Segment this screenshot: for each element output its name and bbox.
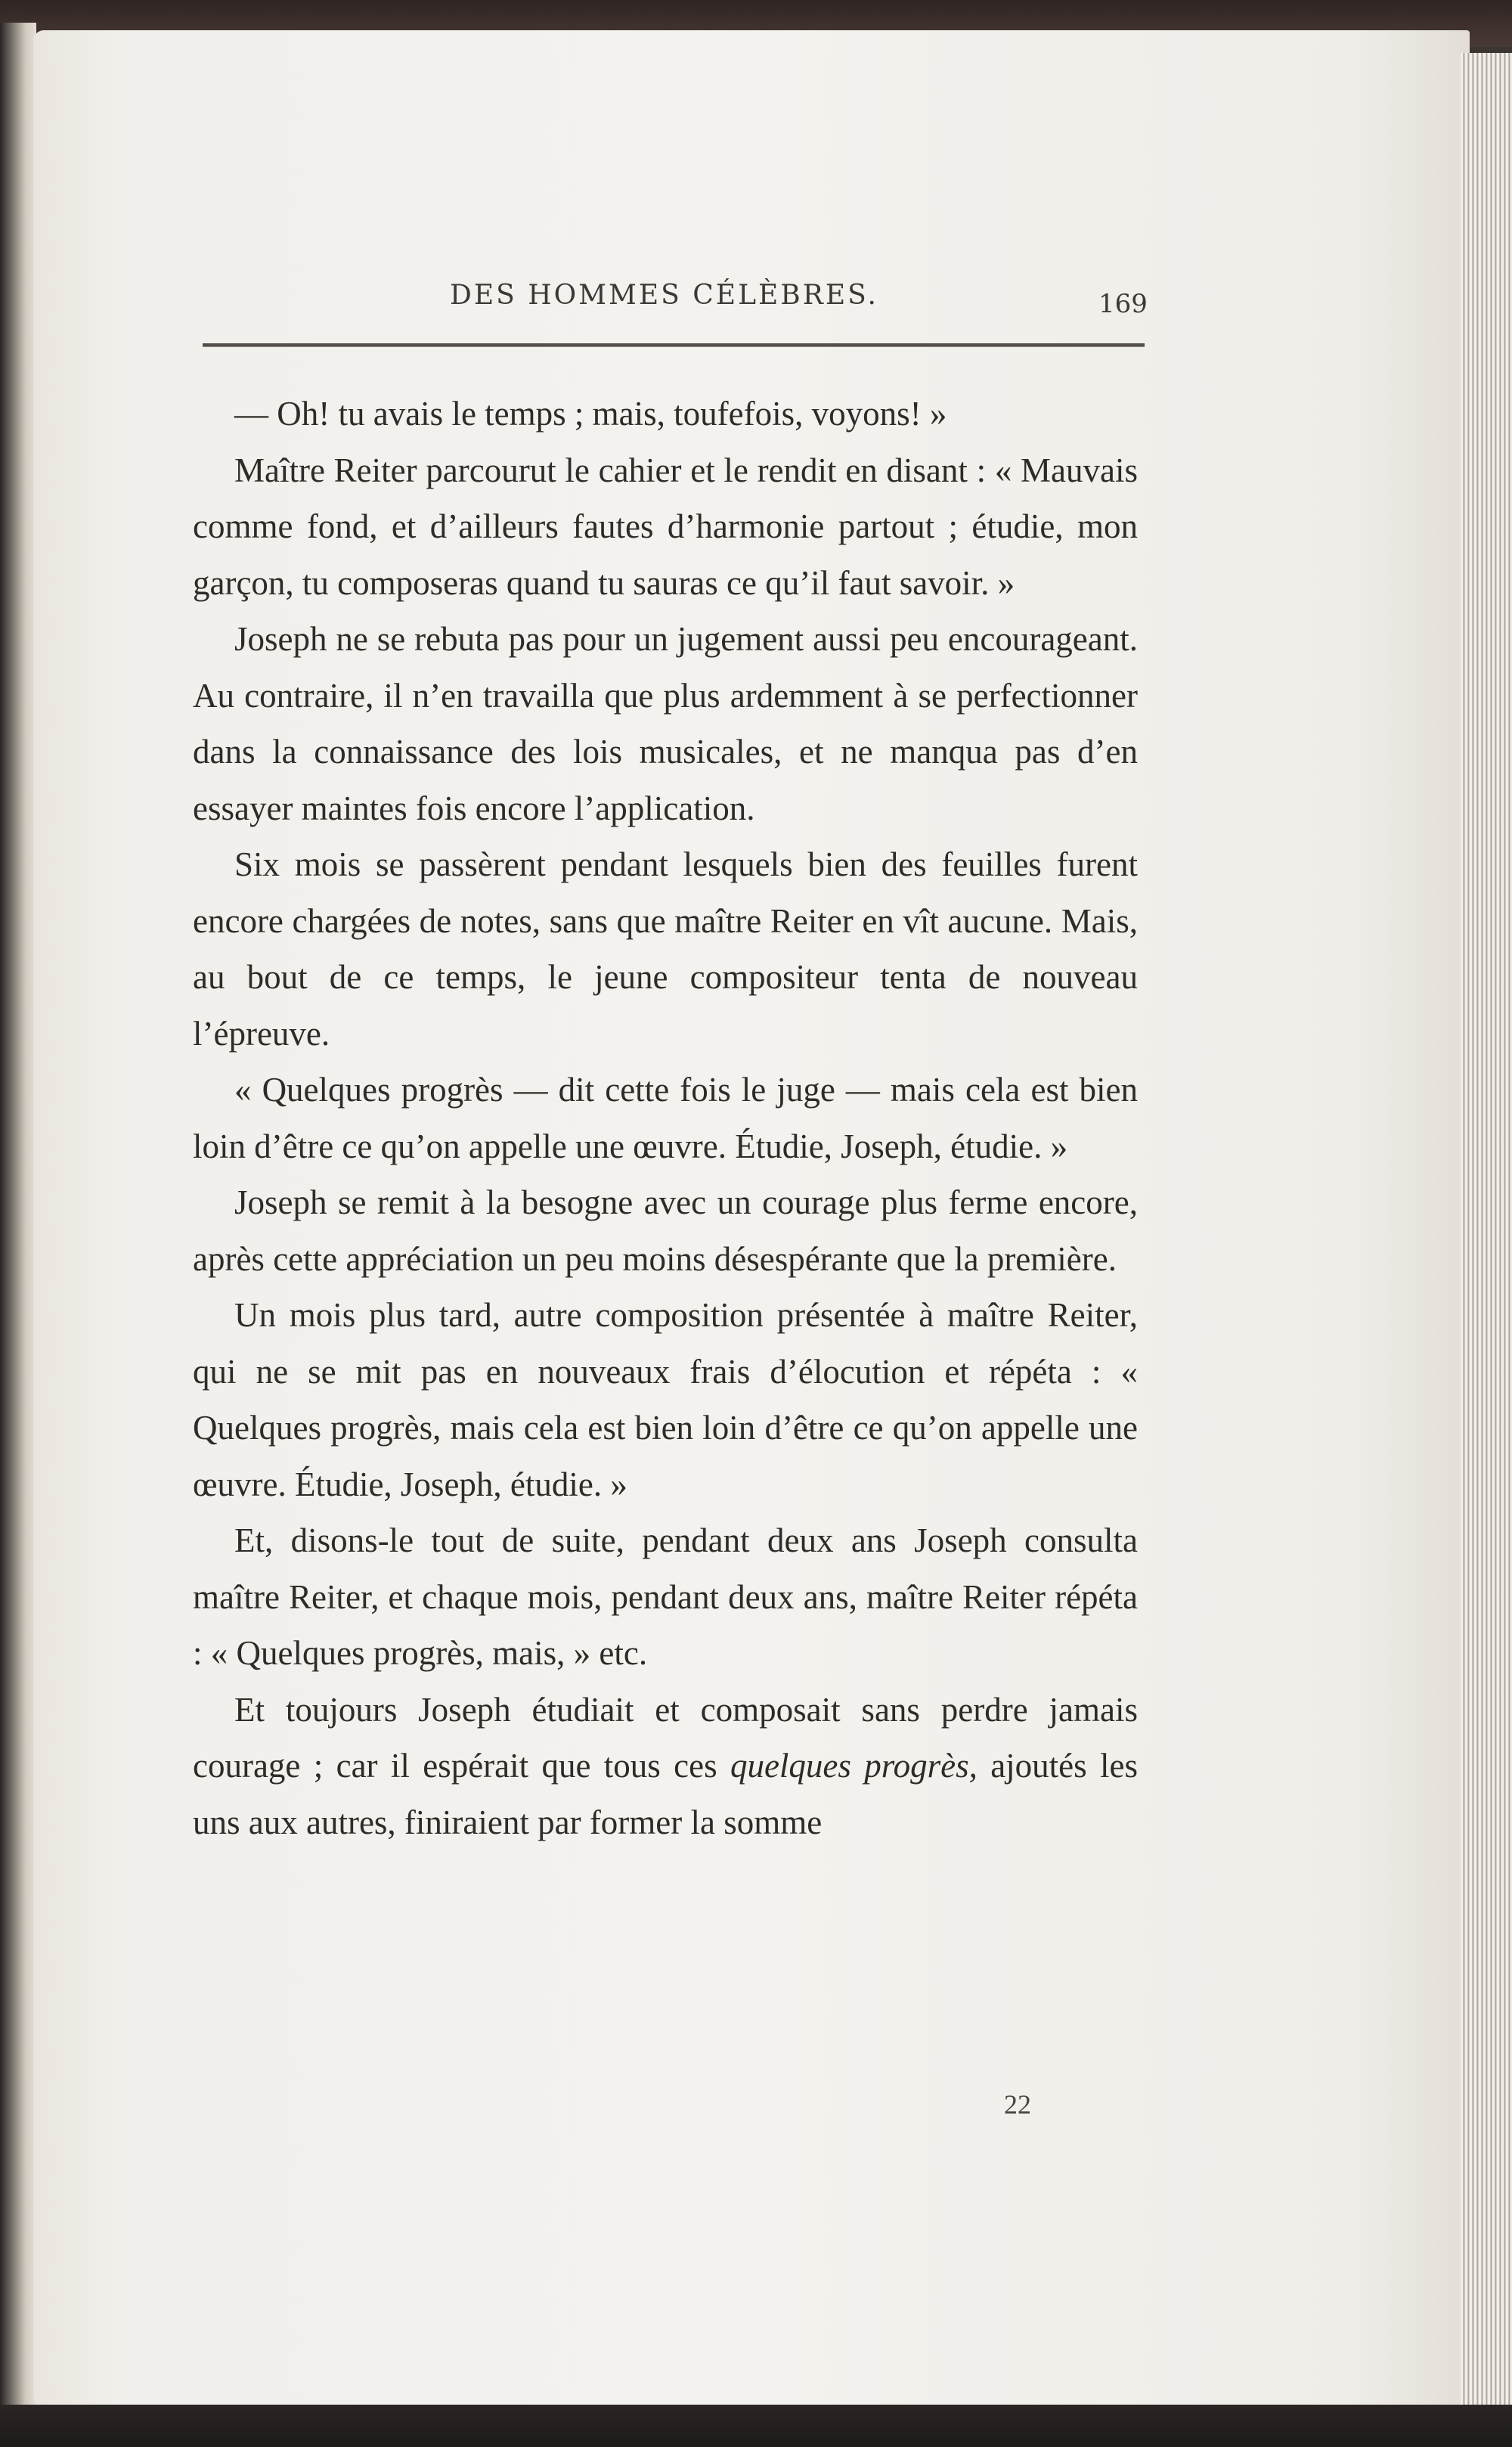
running-title: DES HOMMES CÉLÈBRES. [450, 280, 878, 311]
book-cover-left-edge [0, 23, 36, 2447]
body-text [193, 386, 1138, 1850]
header-rule [203, 343, 1145, 347]
paragraph: Et, disons-le tout de suite, pendant deux ans Joseph consulta maître Reiter, et chaque mois, pendant deux ans, maître Reiter répéta : « Quelques progrès, mais, » etc. [193, 1521, 1138, 1672]
paragraph: Joseph ne se rebuta pas pour un jugement aussi peu encourageant. Au contraire, il n’en travailla que plus ardemment à se perfectionner dans la connaissance des lois musicales, et ne manqua pas d’en essayer maintes fois encore l’application. [193, 620, 1138, 827]
paragraph: Un mois plus tard, autre composition présentée à maître Reiter, qui ne se mit pas en nouveaux frais d’élocution et répéta : « Quelques progrès, mais cela est bien loin d’être ce qu’on appelle une œuvre. Étudie, Joseph, étudie. » [193, 1296, 1138, 1503]
paragraph: — Oh! tu avais le temps ; mais, toufefois, voyons! » [234, 395, 947, 433]
signature-mark: 22 [1004, 2089, 1031, 2120]
page-stack-edge [1461, 53, 1512, 2447]
paragraph-last [193, 1682, 1138, 1851]
paragraph: « Quelques progrès — dit cette fois le juge — mais cela est bien loin d’être ce qu’on appelle une œuvre. Étudie, Joseph, étudie. » [193, 1071, 1138, 1165]
italic-phrase: quelques progrès, [730, 1747, 978, 1785]
paragraph-text: ajoutés les uns aux autres, finiraient par former la somme [193, 1747, 1138, 1841]
book-cover-bottom [0, 2405, 1512, 2447]
paragraph-text: Et toujours Joseph étudiait et composait sans perdre jamais courage ; car il espérait que tous ces [193, 1690, 1138, 1785]
page-number: 169 [1098, 289, 1148, 319]
paragraph: Maître Reiter parcourut le cahier et le rendit en disant : « Mauvais comme fond, et d’ailleurs fautes d’harmonie partout ; étudie, mon garçon, tu composeras quand tu sauras ce qu’il faut savoir. » [193, 451, 1138, 602]
paragraph: Joseph se remit à la besogne avec un courage plus ferme encore, après cette appréciation un peu moins désespérante que la première. [193, 1183, 1138, 1278]
paragraph: Six mois se passèrent pendant lesquels bien des feuilles furent encore chargées de notes, sans que maître Reiter en vît aucune. Mais, au bout de ce temps, le jeune compositeur tenta de nouveau l’épreuve. [193, 845, 1138, 1053]
